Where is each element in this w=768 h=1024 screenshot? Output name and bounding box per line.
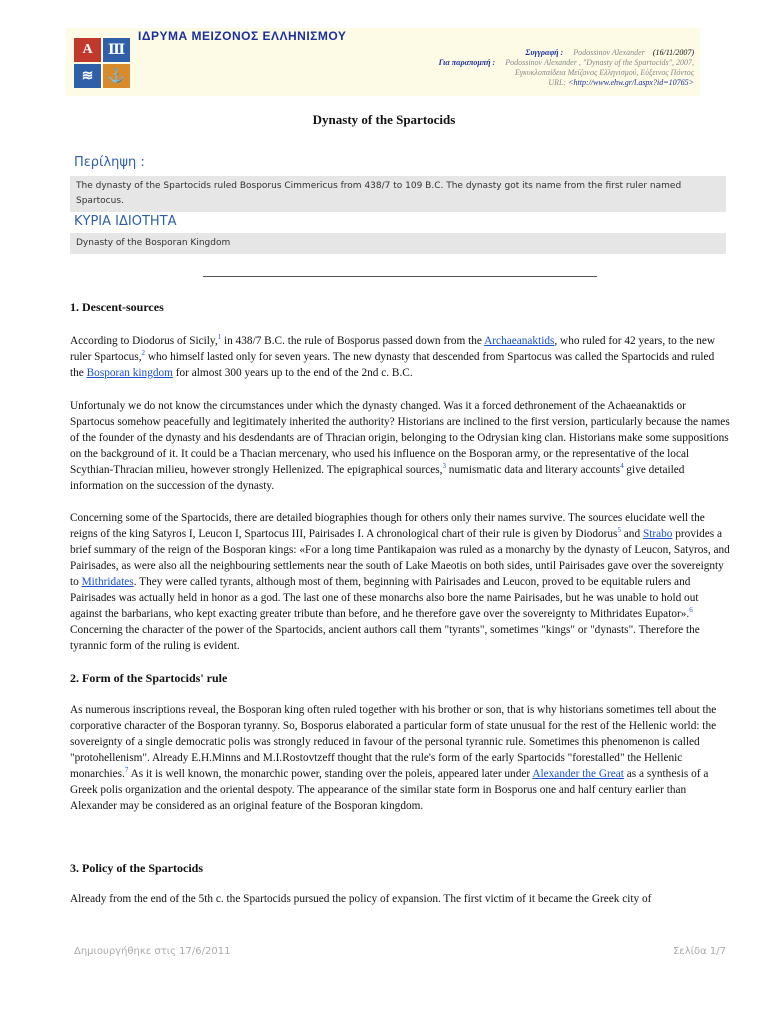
citation-block	[439, 48, 694, 88]
author-name: Podossinov Alexander	[573, 48, 645, 57]
foundation-logo	[74, 38, 130, 88]
link-mithridates[interactable]: Mithridates	[81, 576, 134, 588]
text: As it is well known, the monarchic power, standing over the poleis, appeared later under	[128, 768, 533, 780]
citation-line2: Εγκυκλοπαίδεια Μείζονος Ελληνισμού, Εύξεινος Πόντος	[515, 68, 694, 77]
text: Unfortunaly we do not know the circumstances under which the dynasty changed. Was it a forced dethronement of the Achaeanaktids or Spartocus somehow peacefully and legitimately inherited the authority? Historians are inclined to the first version, particularly because the names of the founder of the dynasty and his desdendants are of Thracian origin, belonging to the Odrysian king clan. Historians make some suppositions on the background of it. It could be a Thacian mercenary, who used his influence on the Bosporan army, or the representative of the local Scythian-Thracian milieu, however strongly Hellenized. The epigraphical sources,	[70, 400, 730, 476]
text: in 438/7 B.C. the rule of Bosporus passed down from the	[221, 335, 485, 347]
paragraph-2	[70, 398, 730, 494]
text: Concerning the character of the power of the Spartocids, ancient authors call them "tyrants", sometimes "kings" or "dynasts". Therefore the tyrannic form of the ruling is evident.	[70, 624, 700, 652]
text: give detailed information on the succession of the dynasty.	[70, 464, 685, 492]
text: According to Diodorus of Sicily,	[70, 335, 218, 347]
text: and	[620, 528, 643, 540]
footer-page-number: Σελίδα 1/7	[672, 946, 726, 957]
citation-line1: Podossinov Alexander , "Dynasty of the Spartocids", 2007,	[505, 58, 694, 67]
text: Concerning some of the Spartocids, there are detailed biographies though for others only their names survive. The sources elucidate well the reigns of the king Satyros I, Leucon I, Spartocus III, Pairisades I. A chronological chart of their rule is given by Diodorus	[70, 512, 705, 540]
link-alexander-the-great[interactable]: Alexander the Great	[532, 768, 624, 780]
text: provides a brief summary of the reign of the Bosporan kings: «For a long time Pantikapaion was ruled as a monarchy by the dynasty of Leucon, Satyros, and Pairisades, as were also all the neighbouring settlements near the south of Lake Maeotis on both sides, until Pairisades gave over the sovereignty to	[70, 528, 730, 588]
org-title: ΙΔΡΥΜΑ ΜΕΙΖΟΝΟΣ ΕΛΛΗΝΙΣΜΟΥ	[138, 29, 347, 43]
link-bosporan-kingdom[interactable]: Bosporan kingdom	[86, 367, 173, 379]
author-label: Συγγραφή :	[525, 48, 564, 57]
text: who himself lasted only for seven years. The new dynasty that descended from Spartocus was called the Spartocids and ruled the	[70, 351, 715, 379]
divider	[203, 276, 597, 277]
citation-url-link[interactable]: <http://www.ehw.gr/l.aspx?id=10765>	[568, 78, 694, 87]
footnote-ref[interactable]: 6	[689, 606, 693, 615]
summary-heading: Περίληψη :	[74, 155, 145, 170]
text: As numerous inscriptions reveal, the Bosporan king often ruled together with his brother or son, that is why historians sometimes tell about the corporative character of the Bosporan tyranny. So, Bosporus elaborated a particular form of state unusual for the rest of the Hellenic world: the sovereignty of a single democratic polis was strongly reduced in favour of the personal tyrannic rule. Sometimes this phenomenon is called "protohellenism". Already E.H.Minns and M.I.Rostovtzeff thought that the rule's form of the early Spartocids "forestalled" the Hellenic monarchies.	[70, 704, 717, 780]
link-strabo[interactable]: Strabo	[642, 528, 673, 540]
footnote-ref[interactable]: 1	[217, 333, 222, 342]
paragraph-5: Already from the end of the 5th c. the Spartocids pursued the policy of expansion. The first victim of it became the Greek city of	[70, 893, 652, 905]
footnote-ref[interactable]: 3	[442, 462, 446, 471]
author-date: (16/11/2007)	[652, 48, 694, 57]
text: numismatic data and literary accounts	[445, 464, 621, 476]
property-heading: ΚΥΡΙΑ ΙΔΙΟΤΗΤΑ	[74, 214, 177, 229]
section-heading-descent: 1. Descent-sources	[70, 300, 164, 314]
footer-created: Δημιουργήθηκε στις 17/6/2011	[74, 946, 231, 957]
footnote-ref[interactable]: 2	[141, 349, 146, 358]
logo-anchor-icon: ⚓	[103, 64, 130, 88]
footnote-ref[interactable]: 7	[124, 766, 129, 775]
paragraph-3	[70, 510, 730, 654]
section-heading-policy: 3. Policy of the Spartocids	[70, 861, 203, 875]
logo-alpha-icon: Α	[74, 38, 101, 62]
text: , who ruled for 42 years, to the new ruler Spartocus,	[70, 335, 716, 363]
logo-temple-icon: Ⅲ	[103, 38, 130, 62]
citation-label: Για παραπομπή :	[438, 58, 496, 67]
link-archaeanaktids[interactable]: Archaeanaktids	[484, 335, 555, 347]
footnote-ref[interactable]: 4	[620, 462, 624, 471]
summary-box: The dynasty of the Spartocids ruled Bosporus Cimmericus from 438/7 to 109 B.C. The dynasty got its name from the first ruler named Spartocus.	[70, 176, 726, 212]
text: . They were called tyrants, although most of them, beginning with Pairisades and Leucon, proved to be equitable rulers and Pairisades was actually held in honor as a god. The last one of these monarchs also bore the name Pairisades, but he was unable to hold out against the barbarians, who kept exacting greater tribute than before, and he therefore gave over the sovereignty to Mithridates Eupator».	[70, 576, 699, 620]
url-label: URL:	[548, 78, 567, 87]
section-heading-form: 2. Form of the Spartocids' rule	[70, 671, 228, 685]
page-title: Dynasty of the Spartocids	[312, 112, 456, 127]
paragraph-4	[70, 702, 730, 814]
text: as a synthesis of a Greek polis organization and the oriental despoty. The appearance of the similar state form in Bosporus one and half century earlier than Alexander may be considered as an original feature of the Bosporan kingdom.	[70, 768, 709, 812]
text: for almost 300 years up to the end of the 2nd c. B.C.	[172, 367, 413, 379]
footnote-ref[interactable]: 5	[617, 526, 621, 535]
paragraph-1	[70, 333, 730, 381]
logo-wave-icon: ≋	[74, 64, 101, 88]
property-box: Dynasty of the Bosporan Kingdom	[70, 233, 726, 254]
